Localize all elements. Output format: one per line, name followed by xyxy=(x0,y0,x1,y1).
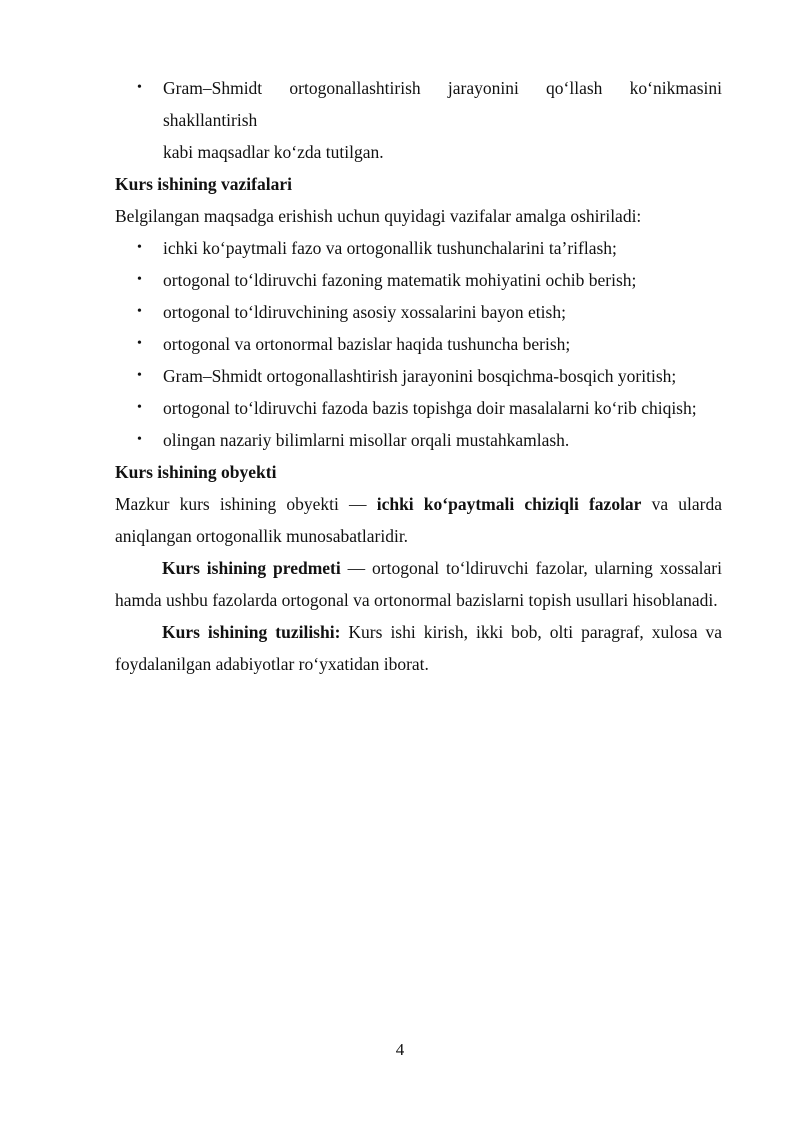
subject-paragraph xyxy=(115,552,722,616)
bullet-icon: • xyxy=(137,272,142,287)
list-item xyxy=(115,328,722,360)
list-item-text: Gram–Shmidt ortogonallashtirish jarayonini bosqichma-bosqich yoritish; xyxy=(163,366,677,386)
tasks-list xyxy=(115,232,722,456)
list-item-text: ortogonal to‘ldiruvchi fazoning matematik mohiyatini ochib berish; xyxy=(163,270,637,290)
bullet-icon: • xyxy=(137,400,142,415)
object-heading: Kurs ishining obyekti xyxy=(115,462,277,482)
tasks-lead: Belgilangan maqsadga erishish uchun quyidagi vazifalar amalga oshiriladi: xyxy=(115,206,642,226)
list-item-text: ortogonal to‘ldiruvchining asosiy xossalarini bayon etish; xyxy=(163,302,566,322)
page-number: 4 xyxy=(395,1040,405,1059)
structure-paragraph xyxy=(115,616,722,680)
subject-label: Kurs ishining predmeti xyxy=(162,558,341,578)
list-item xyxy=(115,392,722,424)
list-item xyxy=(115,424,722,456)
bullet-icon: • xyxy=(137,432,142,447)
object-bold-term: ichki ko‘paytmali chiziqli fazolar xyxy=(376,494,642,514)
bullet-icon: • xyxy=(137,240,142,255)
intro-bullet-list xyxy=(115,72,722,136)
bullet-icon: • xyxy=(137,368,142,383)
list-item xyxy=(115,264,722,296)
list-item-text: ortogonal va ortonormal bazislar haqida tushuncha berish; xyxy=(163,334,571,354)
page-content xyxy=(115,72,722,680)
bullet-icon: • xyxy=(137,336,142,351)
tasks-heading: Kurs ishining vazifalari xyxy=(115,174,292,194)
list-item-text: ichki ko‘paytmali fazo va ortogonallik tushunchalarini ta’riflash; xyxy=(163,238,617,258)
list-item xyxy=(115,72,722,136)
list-item xyxy=(115,232,722,264)
structure-label: Kurs ishining tuzilishi: xyxy=(162,622,341,642)
list-item-text: olingan nazariy bilimlarni misollar orqali mustahkamlash. xyxy=(163,430,570,450)
object-paragraph xyxy=(115,488,722,552)
structure-text: Kurs ishi kirish, ikki bob, olti paragraf, xulosa va foydalanilgan adabiyotlar ro‘yxatidan iborat. xyxy=(115,622,722,674)
list-item-text: ortogonal to‘ldiruvchi fazoda bazis topishga doir masalalarni ko‘rib chiqish; xyxy=(163,398,697,418)
object-text-start: Mazkur kurs ishining obyekti — xyxy=(115,494,377,514)
list-item xyxy=(115,360,722,392)
list-item xyxy=(115,296,722,328)
bullet-icon: • xyxy=(137,80,142,95)
object-text-end: va ularda aniqlangan ortogonallik munosabatlaridir. xyxy=(115,494,722,546)
intro-tail: kabi maqsadlar ko‘zda tutilgan. xyxy=(163,142,384,162)
list-item-text: Gram–Shmidt ortogonallashtirish jarayonini qo‘llash ko‘nikmasini shakllantirish xyxy=(163,78,722,130)
subject-text: — ortogonal to‘ldiruvchi fazolar, ularning xossalari hamda ushbu fazolarda ortogonal va ortonormal bazislarni topish usullari hisoblanadi. xyxy=(115,558,722,610)
bullet-icon: • xyxy=(137,304,142,319)
